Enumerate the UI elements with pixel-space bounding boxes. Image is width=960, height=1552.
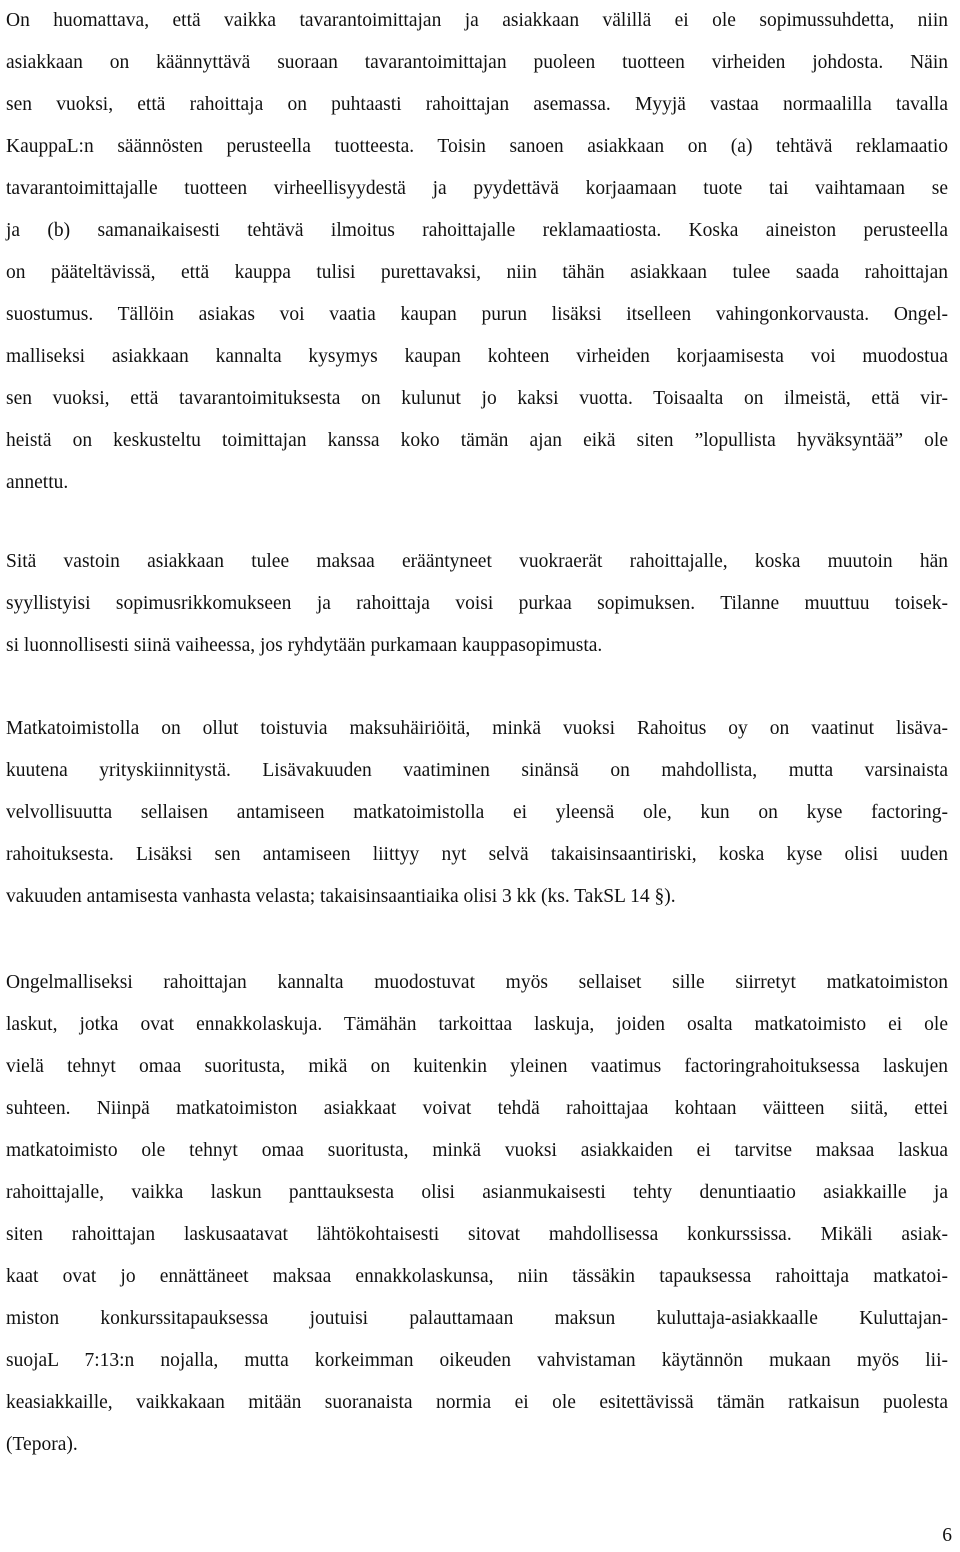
text-line: on pääteltävissä, että kauppa tulisi purettavaksi, niin tähän asiakkaan tulee saada rahoittajan [6, 262, 948, 283]
text-line: kaat ovat jo ennättäneet maksaa ennakkolaskunsa, niin tässäkin tapauksessa rahoittaja matkatoi- [6, 1266, 948, 1287]
text-line: velvollisuutta sellaisen antamiseen matkatoimistolla ei yleensä ole, kun on kyse factoring- [6, 802, 948, 823]
text-line: kuutena yrityskiinnitystä. Lisävakuuden vaatiminen sinänsä on mahdollista, mutta varsinaista [6, 760, 948, 781]
text-line: vakuuden antamisesta vanhasta velasta; takaisinsaantiaika olisi 3 kk (ks. TakSL 14 §). [6, 886, 676, 907]
text-line: laskut, jotka ovat ennakkolaskuja. Tämähän tarkoittaa laskuja, joiden osalta matkatoimisto ei ole [6, 1014, 948, 1035]
text-line: syyllistyisi sopimusrikkomukseen ja rahoittaja voisi purkaa sopimuksen. Tilanne muuttuu toisek- [6, 593, 948, 614]
text-line: annettu. [6, 472, 69, 493]
text-line: rahoituksesta. Lisäksi sen antamiseen liittyy nyt selvä takaisinsaantiriski, koska kyse olisi uuden [6, 844, 948, 865]
text-line: si luonnollisesti siinä vaiheessa, jos ryhdytään purkamaan kauppasopimusta. [6, 635, 603, 656]
text-line: Ongelmalliseksi rahoittajan kannalta muodostuvat myös sellaiset sille siirretyt matkatoimiston [6, 972, 948, 993]
text-line: asiakkaan on käännyttävä suoraan tavarantoimittajan puoleen tuotteen virheiden johdosta. Näin [6, 52, 948, 73]
paragraph-2 [0, 541, 960, 667]
text-line: rahoittajalle, vaikka laskun panttauksesta olisi asianmukaisesti tehty denuntiaatio asiakkaille ja [6, 1182, 948, 1203]
text-line: KauppaL:n säännösten perusteella tuotteesta. Toisin sanoen asiakkaan on (a) tehtävä reklamaatio [6, 136, 948, 157]
text-line: keasiakkaille, vaikkakaan mitään suoranaista normia ei ole esitettävissä tämän ratkaisun puolesta [6, 1392, 948, 1413]
page-number: 6 [942, 1525, 952, 1546]
text-line: On huomattava, että vaikka tavarantoimittajan ja asiakkaan välillä ei ole sopimussuhdetta, niin [6, 10, 948, 31]
text-line: vielä tehnyt omaa suoritusta, mikä on kuitenkin yleinen vaatimus factoringrahoituksessa laskujen [6, 1056, 948, 1077]
text-line: siten rahoittajan laskusaatavat lähtökohtaisesti sitovat mahdollisessa konkurssissa. Mikäli asiak- [6, 1224, 948, 1245]
text-line: Matkatoimistolla on ollut toistuvia maksuhäiriöitä, minkä vuoksi Rahoitus oy on vaatinut lisäva- [6, 718, 948, 739]
text-line: sen vuoksi, että tavarantoimituksesta on kulunut jo kaksi vuotta. Toisaalta on ilmeistä, että vir- [6, 388, 948, 409]
text-line: miston konkurssitapauksessa joutuisi palauttamaan maksun kuluttaja-asiakkaalle Kuluttajan- [6, 1308, 948, 1329]
paragraph-1 [0, 0, 960, 504]
text-line: heistä on keskusteltu toimittajan kanssa koko tämän ajan eikä siten ”lopullista hyväksyntää” ole [6, 430, 948, 451]
text-line: ja (b) samanaikaisesti tehtävä ilmoitus rahoittajalle reklamaatiosta. Koska aineiston perusteella [6, 220, 948, 241]
text-line: matkatoimisto ole tehnyt omaa suoritusta, minkä vuoksi asiakkaiden ei tarvitse maksaa laskua [6, 1140, 948, 1161]
text-line: malliseksi asiakkaan kannalta kysymys kaupan kohteen virheiden korjaamisesta voi muodostua [6, 346, 948, 367]
text-line: tavarantoimittajalle tuotteen virheellisyydestä ja pyydettävä korjaamaan tuote tai vaihtamaan se [6, 178, 948, 199]
paragraph-3 [0, 708, 960, 918]
paragraph-4 [0, 962, 960, 1466]
text-line: sen vuoksi, että rahoittaja on puhtaasti rahoittajan asemassa. Myyjä vastaa normaalilla tavalla [6, 94, 948, 115]
text-line: suojaL 7:13:n nojalla, mutta korkeimman oikeuden vahvistaman käytännön mukaan myös lii- [6, 1350, 948, 1371]
text-line: suostumus. Tällöin asiakas voi vaatia kaupan purun lisäksi itselleen vahingonkorvausta. Ongel- [6, 304, 948, 325]
text-line: (Tepora). [6, 1434, 78, 1455]
text-line: suhteen. Niinpä matkatoimiston asiakkaat voivat tehdä rahoittajaa kohtaan väitteen siitä, ettei [6, 1098, 948, 1119]
text-line: Sitä vastoin asiakkaan tulee maksaa erääntyneet vuokraerät rahoittajalle, koska muutoin hän [6, 551, 948, 572]
